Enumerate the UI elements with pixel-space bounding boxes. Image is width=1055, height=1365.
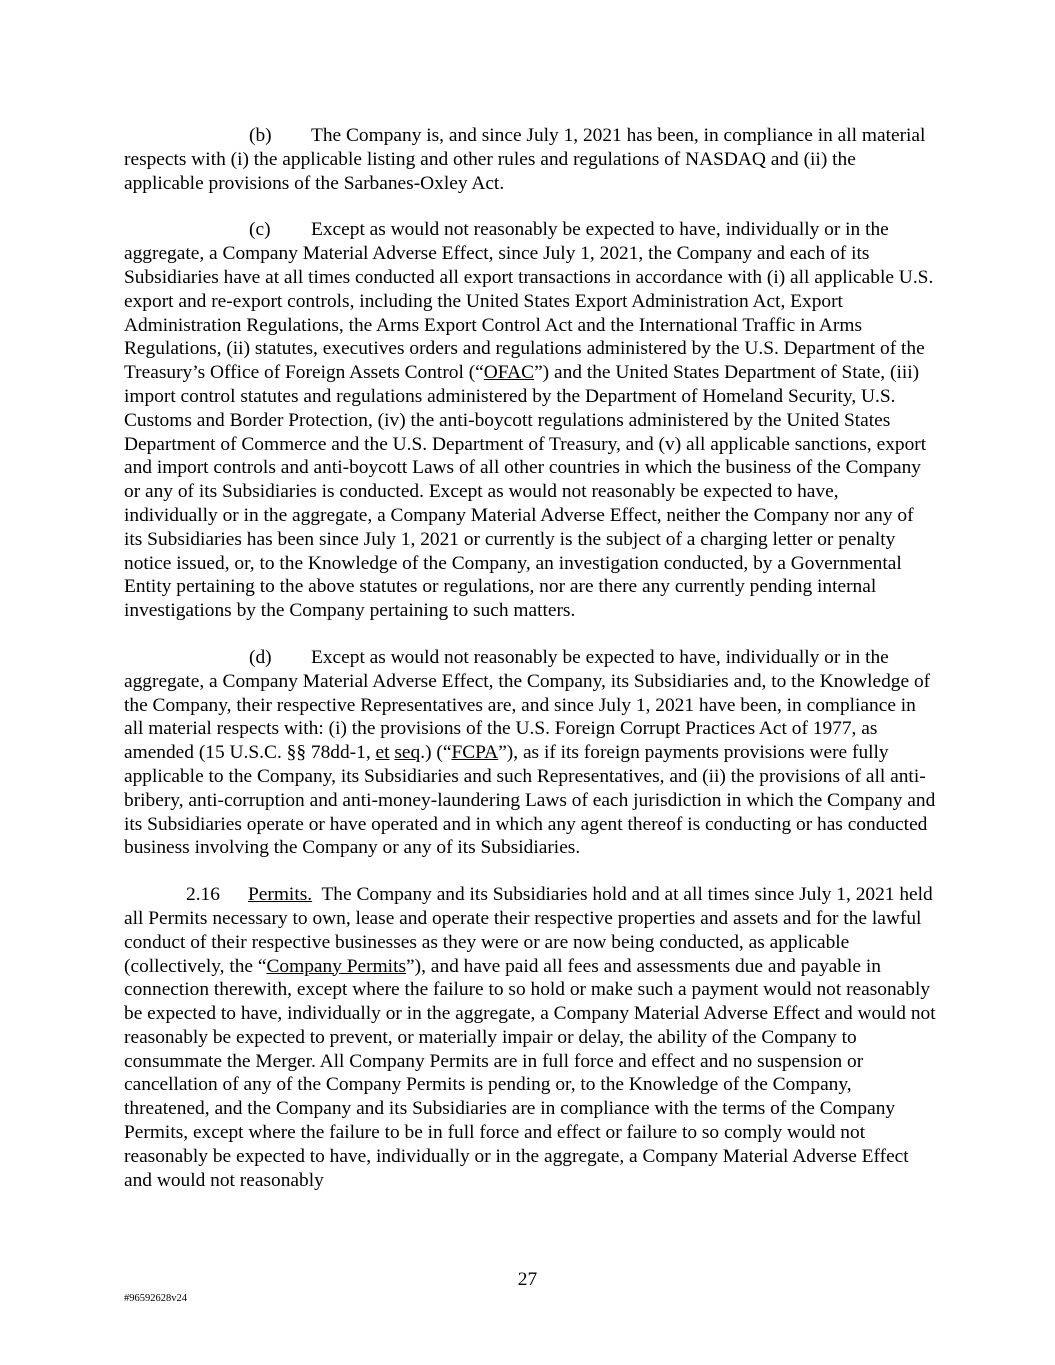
section-2-16 [124, 883, 936, 1192]
paragraph-label: (b) [249, 125, 272, 146]
paragraph-b [124, 124, 936, 195]
paragraph-text: .) (“ [420, 742, 452, 764]
page-number: 27 [517, 1269, 538, 1290]
paragraph-text: ”), as if its foreign payments provisions were fully applicable to the Company, its Subsidiaries and such Representatives, and (ii) the provisions of all anti-bribery, anti-corruption and anti-money-laundering Laws of each jurisdiction in which the Company and its Subsidiaries operate or have operated and in which any agent thereof is conducting or has conducted business involving the Company or any of its Subsidiaries. [124, 742, 936, 859]
citation-seq: seq [394, 742, 421, 764]
paragraph-text: The Company and its Subsidiaries hold and at all times since July 1, 2021 held all Permits necessary to own, lease and operate their respective properties and assets and for the lawful conduct of their respective businesses as they were or are now being conducted, as applicable (collectively, the “ [124, 884, 938, 977]
paragraph-text: The Company is, and since July 1, 2021 has been, in compliance in all material respects with (i) the applicable listing and other rules and regulations of NASDAQ and (ii) the applicable provisions of the Sarbanes-Oxley Act. [124, 125, 926, 194]
section-heading: Permits. [248, 884, 313, 906]
paragraph-text: Except as would not reasonably be expected to have, individually or in the aggregate, a Company Material Adverse Effect, since July 1, 2021, the Company and each of its Subsidiaries have at all times conducted all export transactions in accordance with (i) all applicable U.S. export and re-export controls, including the United States Export Administration Act, Export Administration Regulations, the Arms Export Control Act and the International Traffic in Arms Regulations, (ii) statutes, executives orders and regulations administered by the U.S. Department of the Treasury’s Office of Foreign Assets Control (“ [124, 219, 934, 384]
document-id: #96592628v24 [124, 1293, 187, 1304]
paragraph-d [124, 646, 936, 860]
paragraph-label: (c) [249, 219, 271, 241]
paragraph-c [124, 218, 936, 623]
citation-et: et [375, 742, 390, 764]
paragraph-label: (d) [249, 646, 272, 668]
paragraph-text: ”) and the United States Department of State, (iii) import control statutes and regulations administered by the Department of Homeland Security, U.S. Customs and Border Protection, (iv) the anti-boycott regulations administered by the United States Department of Commerce and the U.S. Department of Treasury, and (v) all applicable sanctions, export and import controls and anti-boycott Laws of all other countries in which the business of the Company or any of its Subsidiaries is conducted. Except as would not reasonably be expected to have, individually or in the aggregate, a Company Material Adverse Effect, neither the Company nor any of its Subsidiaries has been since July 1, 2021 or currently is the subject of a charging letter or penalty notice issued, or, to the Knowledge of the Company, an investigation conducted, by a Governmental Entity pertaining to the above statutes or regulations, nor are there any currently pending internal investigations by the Company pertaining to such matters. [124, 362, 927, 622]
paragraph-text: Except as would not reasonably be expected to have, individually or in the aggregate, a Company Material Adverse Effect, the Company, its Subsidiaries and, to the Knowledge of the Company, their respective Representatives are, and since July 1, 2021 have been, in compliance in all material respects with: (i) the provisions of the U.S. Foreign Corrupt Practices Act of 1977, as amended (15 U.S.C. §§ 78dd-1, [124, 646, 931, 764]
defined-term-company-permits: Company Permits [266, 955, 407, 977]
section-number: 2.16 [186, 884, 220, 906]
paragraph-text: ”), and have paid all fees and assessments due and payable in connection therewith, except where the failure to so hold or make such a payment would not reasonably be expected to have, individually or in the aggregate, a Company Material Adverse Effect and would not reasonably be expected to prevent, or materially impair or delay, the ability of the Company to consummate the Merger. All Company Permits are in full force and effect and no suspension or cancellation of any of the Company Permits is pending or, to the Knowledge of the Company, threatened, and the Company and its Subsidiaries are in compliance with the terms of the Company Permits, except where the failure to be in full force and effect or failure to so comply would not reasonably be expected to have, individually or in the aggregate, a Company Material Adverse Effect and would not reasonably [124, 955, 936, 1191]
document-page [124, 124, 936, 1192]
defined-term-ofac: OFAC [483, 362, 535, 384]
defined-term-fcpa: FCPA [451, 742, 499, 764]
